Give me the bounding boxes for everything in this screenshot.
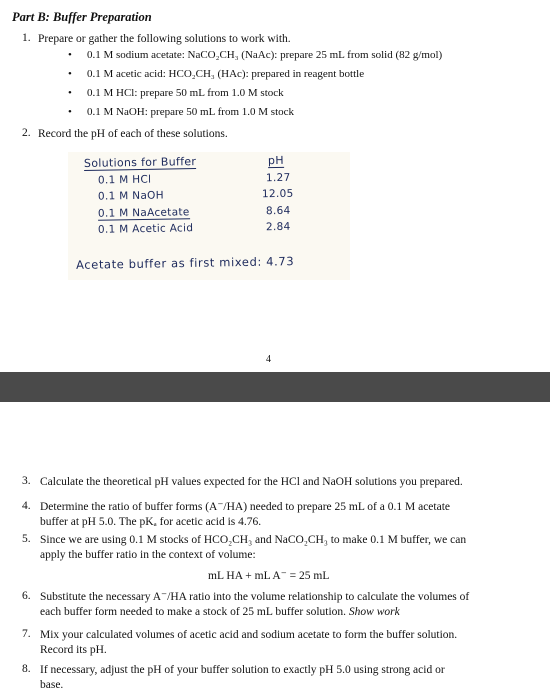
hw-ph-value: 8.64 [265,204,291,218]
step-text-line: each buffer form needed to make a stock of 25 mL buffer solution. [40,606,347,618]
bullet-item: 0.1 M HCl: prepare 50 mL from 1.0 M stock [87,87,284,99]
hw-ph-value: 12.05 [261,187,294,201]
step-text: buffer at pH 5.0. The pKₐ for acetic acid is 4.76. [40,516,262,528]
page-number: 4 [266,354,271,365]
hw-solution: 0.1 M NaAcetate [97,206,190,220]
bullet-item: 0.1 M sodium acetate: NaCO₂CH₃ (NaAc): prepare 25 mL from solid (82 g/mol) [87,49,443,61]
step-text: Calculate the theoretical pH values expected for the HCl and NaOH solutions you prepared. [40,476,463,488]
bullet-dot: • [68,68,72,80]
hw-ph-value: 2.84 [265,220,291,234]
step-number: 2. [22,127,31,139]
bullet-dot: • [68,87,72,99]
hw-buffer-note: Acetate buffer as first mixed: 4.73 [75,254,295,272]
bullet-dot: • [68,106,72,118]
page-separator [0,372,550,402]
handwritten-ph-table [68,152,350,280]
step-text: base. [40,679,64,691]
bullet-item: 0.1 M acetic acid: HCO₂CH₃ (HAc): prepared in reagent bottle [87,68,365,80]
part-title: Part B: Buffer Preparation [12,10,152,24]
step-number: 6. [22,590,31,602]
hw-solution: 0.1 M NaOH [97,189,164,203]
hw-ph-value: 1.27 [265,171,291,185]
bullet-dot: • [68,49,72,61]
step-text: Record its pH. [40,644,107,656]
step-number: 1. [22,32,31,44]
hw-col-solutions: Solutions for Buffer [83,155,197,170]
hw-col-ph: pH [267,153,284,168]
step-number: 8. [22,663,31,675]
bullet-item: 0.1 M NaOH: prepare 50 mL from 1.0 M stock [87,106,295,118]
step-number: 4. [22,500,31,512]
show-work-emphasis: Show work [348,606,400,618]
volume-formula: mL HA + mL A⁻ = 25 mL [208,570,330,582]
step-number: 3. [22,475,31,487]
step-text: Substitute the necessary A⁻/HA ratio into the volume relationship to calculate the volumes of [40,591,470,603]
step-text: Mix your calculated volumes of acetic acid and sodium acetate to form the buffer solution. [40,629,458,641]
step-text: Determine the ratio of buffer forms (A⁻/HA) needed to prepare 25 mL of a 0.1 M acetate [40,501,451,513]
hw-solution: 0.1 M Acetic Acid [97,222,194,236]
step-text: apply the buffer ratio in the context of volume: [40,549,256,561]
hw-solution: 0.1 M HCl [97,173,152,187]
step-text: Record the pH of each of these solutions. [38,128,228,140]
step-text: Since we are using 0.1 M stocks of HCO₂CH₃ and NaCO₂CH₃ to make 0.1 M buffer, we can [40,534,467,546]
step-text [40,605,400,620]
step-number: 7. [22,628,31,640]
step-text: Prepare or gather the following solutions to work with. [38,33,291,45]
step-text: If necessary, adjust the pH of your buffer solution to exactly pH 5.0 using strong acid or [40,664,445,676]
step-number: 5. [22,533,31,545]
